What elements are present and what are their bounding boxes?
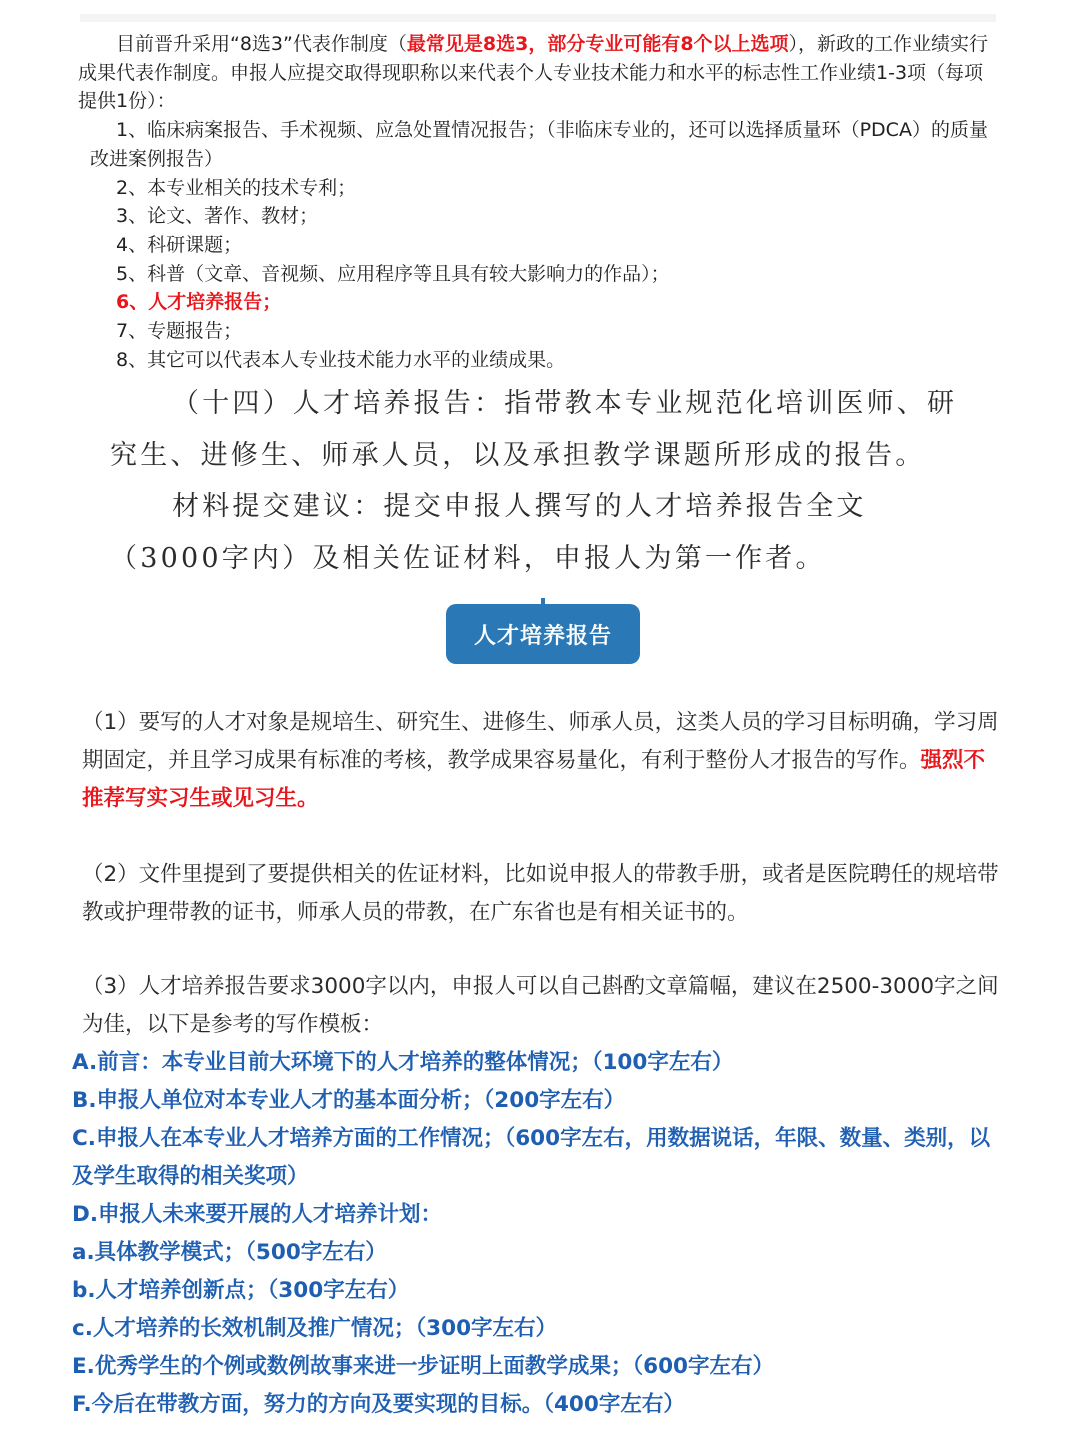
- list-item-8: 8、其它可以代表本人专业技术能力水平的业绩成果。: [116, 348, 566, 371]
- list-item-3: 3、论文、著作、教材；: [116, 205, 319, 228]
- list-item-2: 2、本专业相关的技术专利；: [116, 176, 357, 199]
- template-item-e: E.优秀学生的个例或数例故事来进一步证明上面教学成果；（600字左右）: [72, 1354, 774, 1379]
- template-item-b: B.申报人单位对本专业人才的基本面分析；（200字左右）: [72, 1088, 626, 1113]
- badge-notch: [541, 598, 545, 606]
- template-item-d-a: a.具体教学模式；（500字左右）: [72, 1240, 387, 1265]
- intro-text-end: ），新政的工作业绩实行成果代表作制度。申报人应提交取得现职称以来代表个人专业技术能力和水平的标志性工作业绩1-3项（每项提供1份）：: [78, 33, 989, 113]
- point-3: [72, 968, 1002, 1424]
- template-item-c: C.申报人在本专业人才培养方面的工作情况；（600字左右，用数据说话，年限、数量、类别，以及学生取得的相关奖项）: [72, 1126, 991, 1189]
- definition-section: [110, 378, 960, 584]
- point-1: [72, 704, 1002, 818]
- template-item-f: F.今后在带教方面，努力的方向及要实现的目标。（400字左右）: [72, 1392, 685, 1417]
- top-divider: [80, 14, 996, 22]
- template-item-d: D.申报人未来要开展的人才培养计划：: [72, 1202, 443, 1227]
- list-item-4: 4、科研课题；: [116, 233, 243, 256]
- point-2: [72, 856, 1002, 932]
- list-item-7: 7、专题报告；: [116, 320, 243, 343]
- template-item-d-b: b.人才培养创新点；（300字左右）: [72, 1278, 410, 1303]
- list-item-1: 1、临床病案报告、手术视频、应急处置情况报告；（非临床专业的，还可以选择质量环（PDCA）的质量改进案例报告）: [90, 119, 988, 170]
- point-2-text: （2）文件里提到了要提供相关的佐证材料，比如说申报人的带教手册，或者是医院聘任的规培带教或护理带教的证书，师承人员的带教，在广东省也是有相关证书的。: [82, 862, 999, 925]
- intro-highlight: 最常见是8选3，部分专业可能有8个以上选项: [406, 33, 789, 55]
- definition-paragraph: （十四）人才培养报告：指带教本专业规范化培训医师、研究生、进修生、师承人员，以及承担教学课题所形成的报告。: [110, 388, 958, 471]
- intro-paragraph: [78, 30, 998, 116]
- point-1-text: （1）要写的人才对象是规培生、研究生、进修生、师承人员，这类人员的学习目标明确，学习周期固定，并且学习成果有标准的考核，教学成果容易量化，有利于整份人才报告的写作。: [82, 710, 999, 773]
- section-badge-label: 人才培养报告: [446, 604, 640, 664]
- submission-advice-paragraph: 材料提交建议：提交申报人撰写的人才培养报告全文（3000字内）及相关佐证材料，申报人为第一作者。: [110, 491, 867, 574]
- list-item-5: 5、科普（文章、音视频、应用程序等且具有较大影响力的作品）；: [116, 262, 670, 285]
- point-1-warning: 强烈不推荐写实习生或见习生。: [82, 748, 986, 811]
- section-badge: [446, 604, 640, 664]
- template-item-d-c: c.人才培养的长效机制及推广情况；（300字左右）: [72, 1316, 558, 1341]
- template-item-a: A.前言：本专业目前大环境下的人才培养的整体情况；（100字左右）: [72, 1050, 734, 1075]
- intro-section: [78, 30, 998, 374]
- list-item-6: 6、人才培养报告；: [116, 291, 282, 314]
- point-3-text: （3）人才培养报告要求3000字以内，申报人可以自己斟酌文章篇幅，建议在2500-3000字之间为佳，以下是参考的写作模板：: [82, 974, 999, 1037]
- intro-text-start: 目前晋升采用“8选3”代表作制度（: [116, 33, 407, 55]
